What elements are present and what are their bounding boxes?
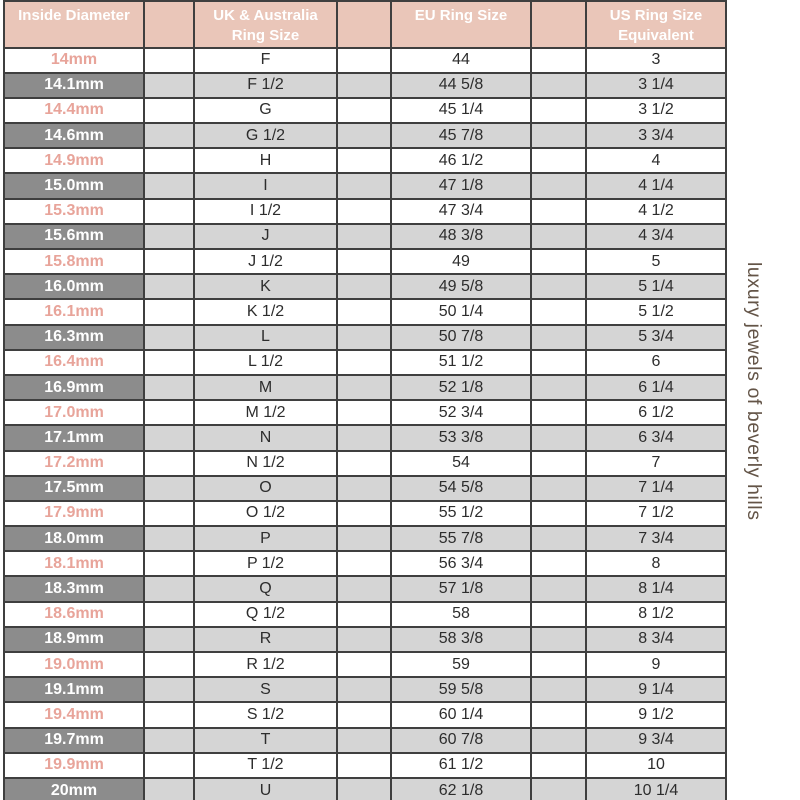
header-row (4, 1, 726, 48)
table-row (4, 325, 726, 350)
cell-us-size: 3 3/4 (586, 123, 726, 148)
header-eu-size: EU Ring Size (391, 1, 531, 48)
table-row (4, 98, 726, 123)
cell-inside-diameter: 16.9mm (4, 375, 144, 400)
cell-us-size: 8 1/4 (586, 576, 726, 601)
cell-eu-size: 51 1/2 (391, 350, 531, 375)
spacer-cell (531, 249, 586, 274)
cell-us-size: 9 3/4 (586, 728, 726, 753)
cell-uk-australia-size: M 1/2 (194, 400, 337, 425)
spacer-cell (337, 753, 391, 778)
spacer-cell (337, 375, 391, 400)
spacer-cell (337, 602, 391, 627)
spacer-cell (144, 400, 194, 425)
cell-eu-size: 48 3/8 (391, 224, 531, 249)
cell-us-size: 5 3/4 (586, 325, 726, 350)
header-inside-diameter: Inside Diameter (4, 1, 144, 48)
spacer-cell (337, 425, 391, 450)
spacer-cell (337, 224, 391, 249)
spacer-cell (144, 224, 194, 249)
table-row (4, 224, 726, 249)
cell-us-size: 3 (586, 48, 726, 73)
spacer-cell (531, 602, 586, 627)
cell-inside-diameter: 16.3mm (4, 325, 144, 350)
cell-us-size: 7 1/2 (586, 501, 726, 526)
table-row (4, 576, 726, 601)
cell-uk-australia-size: R 1/2 (194, 652, 337, 677)
spacer-cell (531, 299, 586, 324)
cell-us-size: 10 1/4 (586, 778, 726, 800)
table-body (4, 48, 726, 800)
cell-eu-size: 60 7/8 (391, 728, 531, 753)
spacer-cell (337, 73, 391, 98)
table-row (4, 173, 726, 198)
spacer-cell (531, 375, 586, 400)
spacer-cell (337, 199, 391, 224)
spacer-cell (144, 199, 194, 224)
header-uk-australia-size: UK & Australia Ring Size (194, 1, 337, 48)
spacer-cell (531, 526, 586, 551)
cell-uk-australia-size: I (194, 173, 337, 198)
cell-eu-size: 61 1/2 (391, 753, 531, 778)
cell-inside-diameter: 18.3mm (4, 576, 144, 601)
cell-inside-diameter: 19.0mm (4, 652, 144, 677)
cell-uk-australia-size: T (194, 728, 337, 753)
spacer-cell (144, 652, 194, 677)
cell-uk-australia-size: F 1/2 (194, 73, 337, 98)
spacer-cell (531, 123, 586, 148)
cell-eu-size: 53 3/8 (391, 425, 531, 450)
table-row (4, 350, 726, 375)
cell-uk-australia-size: T 1/2 (194, 753, 337, 778)
spacer-cell (531, 753, 586, 778)
cell-eu-size: 50 1/4 (391, 299, 531, 324)
spacer-cell (531, 274, 586, 299)
cell-uk-australia-size: S 1/2 (194, 702, 337, 727)
spacer-cell (144, 274, 194, 299)
spacer-cell (531, 350, 586, 375)
table-row (4, 48, 726, 73)
spacer-cell (144, 98, 194, 123)
spacer-cell (531, 224, 586, 249)
cell-us-size: 5 (586, 249, 726, 274)
cell-us-size: 3 1/2 (586, 98, 726, 123)
cell-us-size: 10 (586, 753, 726, 778)
cell-inside-diameter: 14.4mm (4, 98, 144, 123)
spacer-cell (144, 728, 194, 753)
spacer-cell (337, 249, 391, 274)
cell-uk-australia-size: Q (194, 576, 337, 601)
table-row (4, 123, 726, 148)
cell-eu-size: 54 5/8 (391, 476, 531, 501)
cell-eu-size: 58 3/8 (391, 627, 531, 652)
cell-inside-diameter: 18.9mm (4, 627, 144, 652)
spacer-cell (531, 425, 586, 450)
cell-uk-australia-size: M (194, 375, 337, 400)
spacer-cell (144, 526, 194, 551)
spacer-cell (531, 98, 586, 123)
cell-us-size: 7 (586, 451, 726, 476)
spacer-cell (144, 576, 194, 601)
table-row (4, 274, 726, 299)
spacer-cell (144, 375, 194, 400)
cell-eu-size: 47 3/4 (391, 199, 531, 224)
cell-us-size: 6 1/4 (586, 375, 726, 400)
table-row (4, 551, 726, 576)
table-row (4, 476, 726, 501)
table-row (4, 702, 726, 727)
spacer-cell (337, 48, 391, 73)
spacer-cell (531, 73, 586, 98)
spacer-cell (337, 173, 391, 198)
spacer-cell (531, 48, 586, 73)
spacer-cell (531, 702, 586, 727)
table-row (4, 501, 726, 526)
cell-eu-size: 59 (391, 652, 531, 677)
cell-uk-australia-size: P (194, 526, 337, 551)
cell-uk-australia-size: O (194, 476, 337, 501)
spacer-cell (337, 501, 391, 526)
spacer-cell (337, 526, 391, 551)
table-row (4, 627, 726, 652)
cell-inside-diameter: 15.0mm (4, 173, 144, 198)
cell-us-size: 5 1/2 (586, 299, 726, 324)
header-spacer (531, 1, 586, 48)
spacer-cell (144, 299, 194, 324)
cell-uk-australia-size: K (194, 274, 337, 299)
spacer-cell (531, 677, 586, 702)
header-spacer (144, 1, 194, 48)
cell-uk-australia-size: H (194, 148, 337, 173)
cell-inside-diameter: 17.0mm (4, 400, 144, 425)
spacer-cell (337, 274, 391, 299)
cell-us-size: 9 (586, 652, 726, 677)
spacer-cell (337, 728, 391, 753)
spacer-cell (531, 325, 586, 350)
cell-inside-diameter: 20mm (4, 778, 144, 800)
spacer-cell (144, 350, 194, 375)
cell-inside-diameter: 16.0mm (4, 274, 144, 299)
cell-inside-diameter: 16.1mm (4, 299, 144, 324)
spacer-cell (337, 123, 391, 148)
spacer-cell (337, 325, 391, 350)
spacer-cell (531, 501, 586, 526)
spacer-cell (144, 753, 194, 778)
cell-eu-size: 55 7/8 (391, 526, 531, 551)
cell-inside-diameter: 15.6mm (4, 224, 144, 249)
spacer-cell (144, 677, 194, 702)
cell-inside-diameter: 15.8mm (4, 249, 144, 274)
spacer-cell (337, 627, 391, 652)
cell-inside-diameter: 16.4mm (4, 350, 144, 375)
cell-uk-australia-size: S (194, 677, 337, 702)
cell-inside-diameter: 18.1mm (4, 551, 144, 576)
table-header (4, 1, 726, 48)
spacer-cell (337, 98, 391, 123)
spacer-cell (144, 602, 194, 627)
table-row (4, 299, 726, 324)
cell-us-size: 5 1/4 (586, 274, 726, 299)
spacer-cell (337, 148, 391, 173)
cell-inside-diameter: 19.9mm (4, 753, 144, 778)
table-row (4, 677, 726, 702)
cell-uk-australia-size: P 1/2 (194, 551, 337, 576)
spacer-cell (531, 576, 586, 601)
cell-us-size: 6 1/2 (586, 400, 726, 425)
cell-inside-diameter: 17.9mm (4, 501, 144, 526)
cell-us-size: 8 1/2 (586, 602, 726, 627)
cell-inside-diameter: 14.6mm (4, 123, 144, 148)
cell-eu-size: 57 1/8 (391, 576, 531, 601)
cell-inside-diameter: 19.7mm (4, 728, 144, 753)
cell-eu-size: 49 5/8 (391, 274, 531, 299)
cell-eu-size: 52 3/4 (391, 400, 531, 425)
cell-inside-diameter: 14mm (4, 48, 144, 73)
spacer-cell (337, 576, 391, 601)
cell-uk-australia-size: N (194, 425, 337, 450)
spacer-cell (337, 702, 391, 727)
table-row (4, 778, 726, 800)
cell-us-size: 7 3/4 (586, 526, 726, 551)
cell-eu-size: 58 (391, 602, 531, 627)
cell-eu-size: 59 5/8 (391, 677, 531, 702)
spacer-cell (531, 173, 586, 198)
spacer-cell (531, 627, 586, 652)
spacer-cell (337, 652, 391, 677)
cell-inside-diameter: 17.5mm (4, 476, 144, 501)
cell-inside-diameter: 14.9mm (4, 148, 144, 173)
cell-uk-australia-size: N 1/2 (194, 451, 337, 476)
cell-us-size: 4 (586, 148, 726, 173)
cell-eu-size: 62 1/8 (391, 778, 531, 800)
table-row (4, 602, 726, 627)
cell-uk-australia-size: J 1/2 (194, 249, 337, 274)
cell-us-size: 4 1/2 (586, 199, 726, 224)
cell-us-size: 6 (586, 350, 726, 375)
spacer-cell (337, 476, 391, 501)
header-spacer (337, 1, 391, 48)
table-row (4, 73, 726, 98)
spacer-cell (144, 627, 194, 652)
spacer-cell (144, 123, 194, 148)
cell-inside-diameter: 17.1mm (4, 425, 144, 450)
spacer-cell (531, 476, 586, 501)
spacer-cell (337, 350, 391, 375)
table-row (4, 199, 726, 224)
spacer-cell (337, 451, 391, 476)
spacer-cell (531, 652, 586, 677)
spacer-cell (144, 249, 194, 274)
spacer-cell (144, 425, 194, 450)
spacer-cell (144, 551, 194, 576)
cell-uk-australia-size: O 1/2 (194, 501, 337, 526)
cell-inside-diameter: 19.1mm (4, 677, 144, 702)
cell-eu-size: 50 7/8 (391, 325, 531, 350)
cell-uk-australia-size: U (194, 778, 337, 800)
cell-uk-australia-size: F (194, 48, 337, 73)
cell-inside-diameter: 15.3mm (4, 199, 144, 224)
cell-eu-size: 52 1/8 (391, 375, 531, 400)
cell-inside-diameter: 17.2mm (4, 451, 144, 476)
cell-eu-size: 60 1/4 (391, 702, 531, 727)
spacer-cell (144, 73, 194, 98)
spacer-cell (531, 199, 586, 224)
cell-eu-size: 56 3/4 (391, 551, 531, 576)
spacer-cell (531, 148, 586, 173)
spacer-cell (531, 551, 586, 576)
cell-us-size: 4 1/4 (586, 173, 726, 198)
cell-us-size: 8 (586, 551, 726, 576)
ring-size-conversion-table (3, 0, 727, 800)
spacer-cell (531, 400, 586, 425)
spacer-cell (337, 400, 391, 425)
brand-watermark-text: luxury jewels of beverly hills (743, 262, 765, 521)
table-row (4, 753, 726, 778)
cell-uk-australia-size: L (194, 325, 337, 350)
spacer-cell (531, 451, 586, 476)
cell-inside-diameter: 18.6mm (4, 602, 144, 627)
header-us-size-equivalent: US Ring Size Equivalent (586, 1, 726, 48)
spacer-cell (337, 677, 391, 702)
spacer-cell (144, 778, 194, 800)
cell-eu-size: 55 1/2 (391, 501, 531, 526)
cell-uk-australia-size: G 1/2 (194, 123, 337, 148)
spacer-cell (144, 702, 194, 727)
spacer-cell (144, 501, 194, 526)
cell-eu-size: 47 1/8 (391, 173, 531, 198)
cell-uk-australia-size: L 1/2 (194, 350, 337, 375)
spacer-cell (337, 778, 391, 800)
cell-eu-size: 45 1/4 (391, 98, 531, 123)
cell-uk-australia-size: I 1/2 (194, 199, 337, 224)
spacer-cell (337, 299, 391, 324)
cell-us-size: 4 3/4 (586, 224, 726, 249)
table-row (4, 249, 726, 274)
table-row (4, 375, 726, 400)
cell-us-size: 9 1/4 (586, 677, 726, 702)
table-row (4, 425, 726, 450)
cell-eu-size: 49 (391, 249, 531, 274)
table-row (4, 400, 726, 425)
cell-eu-size: 44 5/8 (391, 73, 531, 98)
spacer-cell (144, 173, 194, 198)
spacer-cell (144, 451, 194, 476)
table-row (4, 148, 726, 173)
cell-uk-australia-size: R (194, 627, 337, 652)
cell-eu-size: 45 7/8 (391, 123, 531, 148)
cell-eu-size: 54 (391, 451, 531, 476)
spacer-cell (144, 48, 194, 73)
cell-us-size: 3 1/4 (586, 73, 726, 98)
cell-eu-size: 46 1/2 (391, 148, 531, 173)
cell-uk-australia-size: J (194, 224, 337, 249)
cell-uk-australia-size: K 1/2 (194, 299, 337, 324)
cell-us-size: 7 1/4 (586, 476, 726, 501)
cell-inside-diameter: 19.4mm (4, 702, 144, 727)
table-row (4, 728, 726, 753)
cell-us-size: 9 1/2 (586, 702, 726, 727)
spacer-cell (144, 476, 194, 501)
cell-us-size: 6 3/4 (586, 425, 726, 450)
cell-eu-size: 44 (391, 48, 531, 73)
spacer-cell (144, 325, 194, 350)
cell-inside-diameter: 18.0mm (4, 526, 144, 551)
table-row (4, 526, 726, 551)
spacer-cell (531, 778, 586, 800)
cell-inside-diameter: 14.1mm (4, 73, 144, 98)
spacer-cell (144, 148, 194, 173)
cell-uk-australia-size: Q 1/2 (194, 602, 337, 627)
spacer-cell (337, 551, 391, 576)
table-row (4, 652, 726, 677)
cell-us-size: 8 3/4 (586, 627, 726, 652)
cell-uk-australia-size: G (194, 98, 337, 123)
spacer-cell (531, 728, 586, 753)
table-row (4, 451, 726, 476)
